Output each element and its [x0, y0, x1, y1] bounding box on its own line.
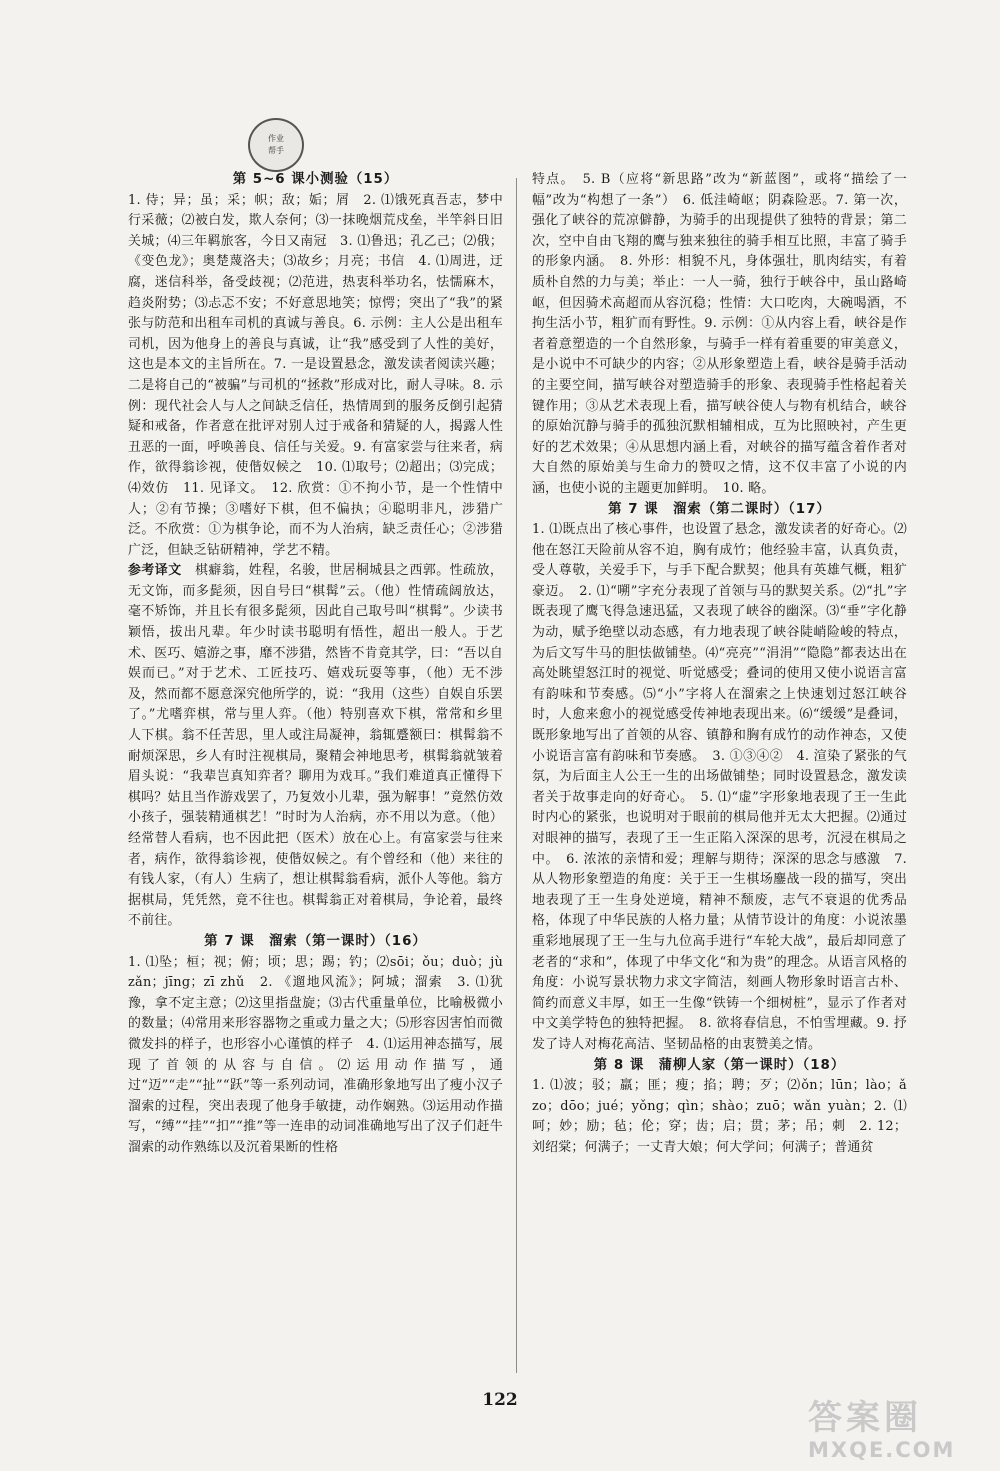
right-column	[532, 170, 907, 1380]
watermark-logo	[808, 1398, 978, 1464]
page-number: 122	[482, 1390, 518, 1410]
translation-text: 棋癖翁，姓程，名骏，世居桐城县之西郭。性疏放，无文饰，而多髭须，因自号曰“棋髯”云。（他）性情疏阔放达，毫不矫饰，并且长有很多髭须，因此自己取号叫“棋髯”。少读书颖悟，拔出凡辈。年少时读书聪明有悟性，超出一般人。于艺术、医巧、嬉游之事，靡不涉猎，然皆不肯竟其学，曰：“吾以自娱而已。”对于艺术、工匠技巧、嬉戏玩耍等事，（他）无不涉及，然而都不愿意深究他所学的，说：“我用（这些）自娱自乐罢了。”尤嗜弈棋，常与里人弈。（他）特别喜欢下棋，常常和乡里人下棋。翁不任苦思，里人或注局凝神，翁辄蹙额曰：棋髯翁不耐烦深思，乡人有时注视棋局，聚精会神地思考，棋髯翁就皱着眉头说：“我辈岂真知弈者？聊用为戏耳。”我们难道真正懂得下棋吗？姑且当作游戏罢了，乃复效小儿辈，强为解事！”竟然仿效小孩子，强装精通棋艺！”时时为人治病，亦不用以为意。（他）经常替人看病，也不因此把（医术）放在心上。有富家尝与往来者，病作，欲得翁诊视，使偕奴候之。有个曾经和（他）来往的有钱人家，（有人）生病了，想让棋髯翁看病，派仆人等他。翁方据棋局，凭凭然，竟不往也。棋髯翁正对着棋局，争论着，最终不前往。	[128, 563, 503, 929]
translation-paragraph	[128, 561, 503, 932]
watermark-url: MXQE.COM	[808, 1438, 956, 1462]
section-heading-lesson7-1: 第 7 课 溜索（第一课时）（16）	[204, 933, 427, 949]
answer-paragraph: 1. ⑴波；驳；羸；匪；瘦；掐；聘；歹；⑵ǒn；lūn；lào；ǎ zo；dōo；jué；yǒng；qìn；shào；zuō；wǎn yuàn；2. ⑴呵；妙；励；毡；伦；穿；齿；启；贯；茅；吊；刺 2. 12；刘绍棠；何满子；一丈青大娘；何大学问；何满子；普通贫	[532, 1078, 907, 1155]
answer-paragraph: 特点。 5. B（应将“新思路”改为“新蓝图”，或将“描绘了一幅”改为“构想了一条”） 6. 低洼崎岖；阴森险恶。7. 第一次，强化了峡谷的荒凉僻静，为骑手的出现提供了独特的背景；第二次，空中自由飞翔的鹰与独来独往的骑手相互比照，丰富了骑手的形象内涵。 8. 外形：相貌不凡，身体强壮，肌肉结实，有着质朴自然的力与美；举止：一人一骑，独行于峡谷中，虽山路崎岖，但因骑术高超而从容沉稳；性情：大口吃肉，大碗喝酒，不拘生活小节，粗犷而有野性。9. 示例：①从内容上看，峡谷是作者着意塑造的一个自然形象，与骑手一样有着重要的审美意义，是小说中不可缺少的内容；②从形象塑造上看，峡谷是骑手活动的主要空间，描写峡谷对塑造骑手的形象、表现骑手性格起着关键作用；③从艺术表现上看，描写峡谷使人与物有机结合，峡谷的原始沉静与骑手的孤独沉默相辅相成，互为比照映衬，产生更好的艺术效果；④从思想内涵上看，对峡谷的描写蕴含着作者对大自然的原始美与生命力的赞叹之情，这不仅丰富了小说的内涵，也使小说的主题更加鲜明。 10. 略。	[532, 172, 907, 496]
stamp-line-2: 帮手	[268, 146, 284, 155]
stamp-logo	[248, 118, 304, 172]
answer-paragraph: 1. ⑴坠；桓；视；俯；顷；思；踢；钓；⑵sōi；ǒu；duò；jù zǎn；jīng；zī zhǔ 2. 《遛地风流》；阿城；溜索 3. ⑴犹豫，拿不定主意；⑵这里指盘旋；⑶古代重量单位，比喻极微小的数量；⑷常用来形容器物之重或力量之大；⑸形容因害怕而微微发抖的样子，也形容小心谨慎的样子 4. ⑴运用神态描写，展现了首领的从容与自信。⑵运用动作描写，通过“迈”“走”“扯”“跃”等一系列动词，准确形象地写出了瘦小汉子溜索的过程，突出表现了他身手敏捷，动作娴熟。⑶运用动作描写，“缚”“挂”“扣”“推”等一连串的动词准确地写出了汉子们赶牛溜索的动作熟练以及沉着果断的性格	[128, 954, 503, 1155]
answer-paragraph: 1. 侍；异；虽；采；帜；敌；姤；屑 2. ⑴饿死真吾志，梦中行采薇；⑵被白发，欺人奈何；⑶一抹晚烟荒戍垒，半竿斜日旧关城；⑷三年羁旅客，今日又南冠 3. ⑴鲁迅；孔乙己；⑵俄；《变色龙》；奥楚蔑洛夫；⑶故乡；月亮；书信 4. ⑴周进，迂腐，迷信科举，备受歧视；⑵范进，热衷科举功名，怯懦麻木，趋炎附势；⑶忐忑不安；不好意思地笑；惊愕；突出了“我”的紧张与防范和出租车司机的真诚与善良。6. 示例：主人公是出租车司机，因为他身上的善良与真诚，让“我”感受到了人性的美好，这也是本文的主旨所在。7. 一是设置悬念，激发读者阅读兴趣；二是将自己的“被骗”与司机的“拯救”形成对比，耐人寻味。8. 示例：现代社会人与人之间缺乏信任，热情周到的服务反倒引起猜疑和戒备，作者意在批评对别人过于戒备和猜疑的人，揭露人性丑恶的一面，呼唤善良、信任与关爱。9. 有富家尝与往来者，病作，欲得翁诊视，使偕奴候之 10. ⑴取号；⑵超出；⑶完成；⑷效仿 11. 见译文。 12. 欣赏：①不拘小节，是一个性情中人；②有节操；③嗜好下棋，但不偏执；④聪明非凡，涉猎广泛。不欣赏：①为棋争论，而不为人治病，缺乏责任心；②涉猎广泛，但缺乏钻研精神，学艺不精。	[128, 192, 503, 558]
section-heading-quiz: 第 5~6 课小测验（15）	[232, 172, 399, 187]
stamp-line-1: 作业	[268, 134, 284, 143]
section-heading-lesson8-1: 第 8 课 蒲柳人家（第一课时）（18）	[593, 1057, 846, 1073]
watermark-title: 答案圈	[808, 1398, 922, 1438]
section-heading-lesson7-2: 第 7 课 溜索（第二课时）（17）	[608, 501, 831, 517]
reference-translation-label: 参考译文	[128, 563, 182, 579]
left-column	[128, 170, 503, 1380]
column-divider	[516, 178, 517, 1373]
answer-paragraph: 1. ⑴既点出了核心事件，也设置了悬念，激发读者的好奇心。⑵他在怒江天险前从容不迫，胸有成竹；他经验丰富，认真负责，受人尊敬，关爱手下，与手下配合默契；他具有英雄气概，粗犷豪迈。 2. ⑴“嗍”字充分表现了首领与马的默契关系。⑵“扎”字既表现了鹰飞得急速迅猛，又表现了峡谷的幽深。⑶“垂”字化静为动，赋予绝壁以动态感，有力地表现了峡谷陡峭险峻的特点，为后文写牛马的胆怯做铺垫。⑷“亮亮”“涓涓”“隐隐”都表达出在高处眺望怒江时的视觉、听觉感受；叠词的使用又使小说语言富有韵味和节奏感。⑸“小”字将人在溜索之上快速划过怒江峡谷时，人愈来愈小的视觉感受传神地表现出来。⑹“缓缓”是叠词，既形象地写出了首领的从容、镇静和胸有成竹的动作神态，又使小说语言富有韵味和节奏感。 3. ①③④② 4. 渲染了紧张的气氛，为后面主人公王一生的出场做铺垫；同时设置悬念，激发读者关于故事走向的好奇心。 5. ⑴“虚”字形象地表现了王一生此时内心的紧张，也说明对于眼前的棋局他并无太大把握。⑵通过对眼神的描写，表现了王一生正陷入深深的思考，沉浸在棋局之中。 6. 浓浓的亲情和爱；理解与期待；深深的思念与感激 7. 从人物形象塑造的角度：关于王一生棋场鏖战一段的描写，突出地表现了王一生身处逆境，精神不颓废，志气不衰退的优秀品格，体现了中华民族的人格力量；从情节设计的角度：小说浓墨重彩地展现了王一生与九位高手进行“车轮大战”，最后却同意了老者的“求和”，体现了中华文化“和为贵”的理念。从语言风格的角度：小说写景状物力求文字简洁，刻画人物形象时语言古朴、简约而意义丰厚，如王一生像“铁铸一个细树桩”，显示了作者对中文美学特色的独特把握。 8. 欲将春信息，不怕雪埋藏。9. 抒发了诗人对梅花高洁、坚韧品格的由衷赞美之情。	[532, 522, 907, 1052]
